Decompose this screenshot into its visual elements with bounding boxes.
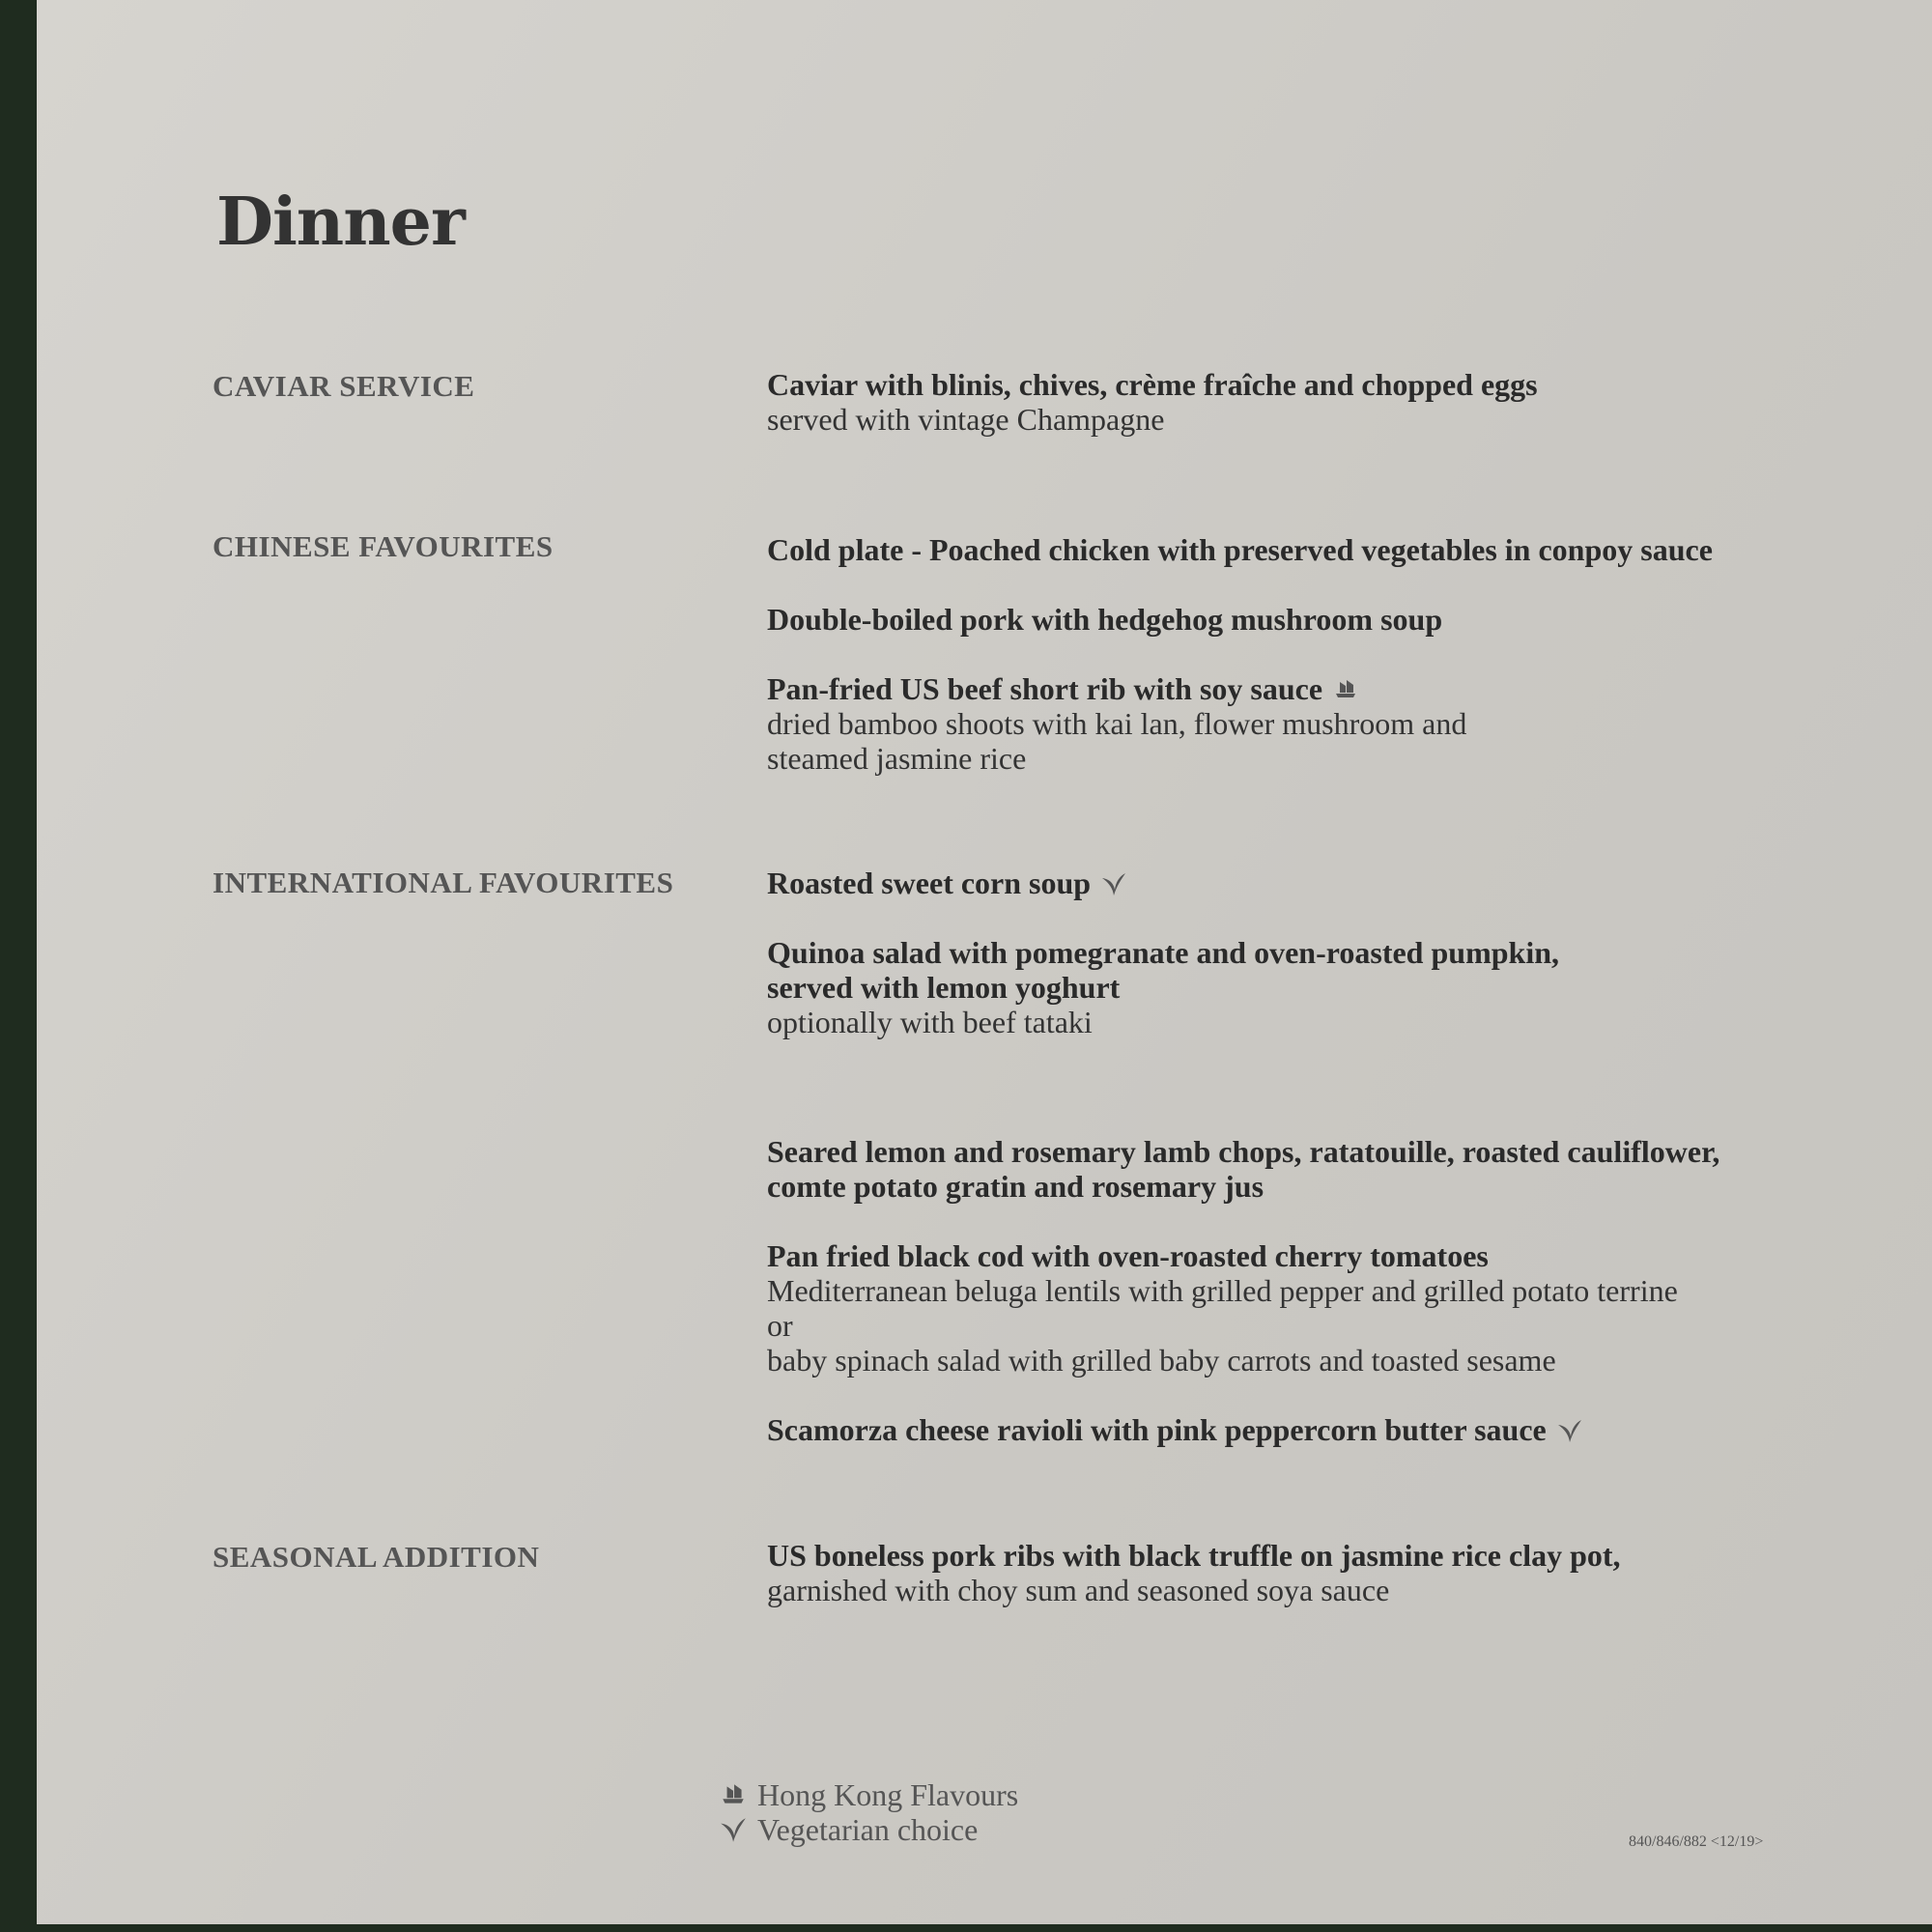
menu-item-name-wrap	[767, 1412, 1878, 1447]
menu-item-name: Seared lemon and rosemary lamb chops, ratatouille, roasted cauliflower, comte potato gratin and rosemary jus	[767, 1134, 1720, 1204]
menu-item	[767, 1412, 1878, 1447]
menu-item-name: Cold plate - Poached chicken with preserved vegetables in conpoy sauce	[767, 532, 1713, 567]
page-title: Dinner	[216, 184, 465, 261]
legend-label-hk: Hong Kong Flavours	[757, 1776, 1019, 1812]
menu-item-desc: dried bamboo shoots with kai lan, flower mushroom and steamed jasmine rice	[767, 706, 1467, 776]
section-label-chinese-favourites: CHINESE FAVOURITES	[213, 529, 554, 563]
menu-item-name-wrap	[767, 671, 1878, 706]
section-items-caviar-service	[767, 367, 1878, 471]
section-label-international-favourites: INTERNATIONAL FAVOURITES	[213, 866, 674, 899]
section-label-caviar-service: CAVIAR SERVICE	[213, 369, 475, 403]
section-items-international-favourites	[767, 866, 1878, 1482]
menu-item	[767, 866, 1878, 900]
menu-page	[37, 0, 1932, 1924]
section-items-chinese-favourites	[767, 532, 1878, 810]
footer-code: 840/846/882 <12/19>	[1629, 1833, 1764, 1850]
menu-item	[767, 1238, 1878, 1378]
leaf-icon	[719, 1815, 748, 1844]
leaf-icon	[1556, 1417, 1583, 1444]
menu-item-name: Caviar with blinis, chives, crème fraîche and chopped eggs	[767, 367, 1538, 402]
menu-item-name: Scamorza cheese ravioli with pink peppercorn butter sauce	[767, 1412, 1547, 1447]
menu-item	[767, 935, 1878, 1039]
section-label-seasonal-addition: SEASONAL ADDITION	[213, 1540, 540, 1574]
menu-item	[767, 1538, 1878, 1607]
menu-item-name: Double-boiled pork with hedgehog mushroom soup	[767, 602, 1443, 637]
menu-item-desc: optionally with beef tataki	[767, 1005, 1093, 1039]
menu-item	[767, 367, 1878, 437]
legend	[719, 1777, 1018, 1847]
menu-item-name: Roasted sweet corn soup	[767, 866, 1092, 900]
menu-item-name: US boneless pork ribs with black truffle on jasmine rice clay pot,	[767, 1538, 1621, 1573]
menu-item	[767, 1134, 1878, 1204]
menu-item	[767, 671, 1878, 776]
menu-item-name: Quinoa salad with pomegranate and oven-roasted pumpkin, served with lemon yoghurt	[767, 935, 1559, 1005]
menu-item	[767, 602, 1878, 637]
menu-item-desc: Mediterranean beluga lentils with grilled pepper and grilled potato terrine or baby spinach salad with grilled baby carrots and toasted sesame	[767, 1273, 1678, 1378]
menu-item-name-wrap	[767, 866, 1878, 900]
leaf-icon	[1100, 870, 1127, 897]
junk-boat-icon	[1332, 676, 1359, 703]
menu-item-name: Pan-fried US beef short rib with soy sauce	[767, 671, 1323, 706]
legend-row-veg	[719, 1812, 1018, 1847]
section-items-seasonal-addition	[767, 1538, 1878, 1642]
menu-item-desc: garnished with choy sum and seasoned soya sauce	[767, 1573, 1390, 1607]
legend-row-hk	[719, 1777, 1018, 1812]
menu-item-name: Pan fried black cod with oven-roasted cherry tomatoes	[767, 1238, 1489, 1273]
junk-boat-icon	[719, 1780, 748, 1809]
legend-label-veg: Vegetarian choice	[757, 1811, 979, 1847]
menu-item	[767, 532, 1878, 567]
menu-item-desc: served with vintage Champagne	[767, 402, 1165, 437]
